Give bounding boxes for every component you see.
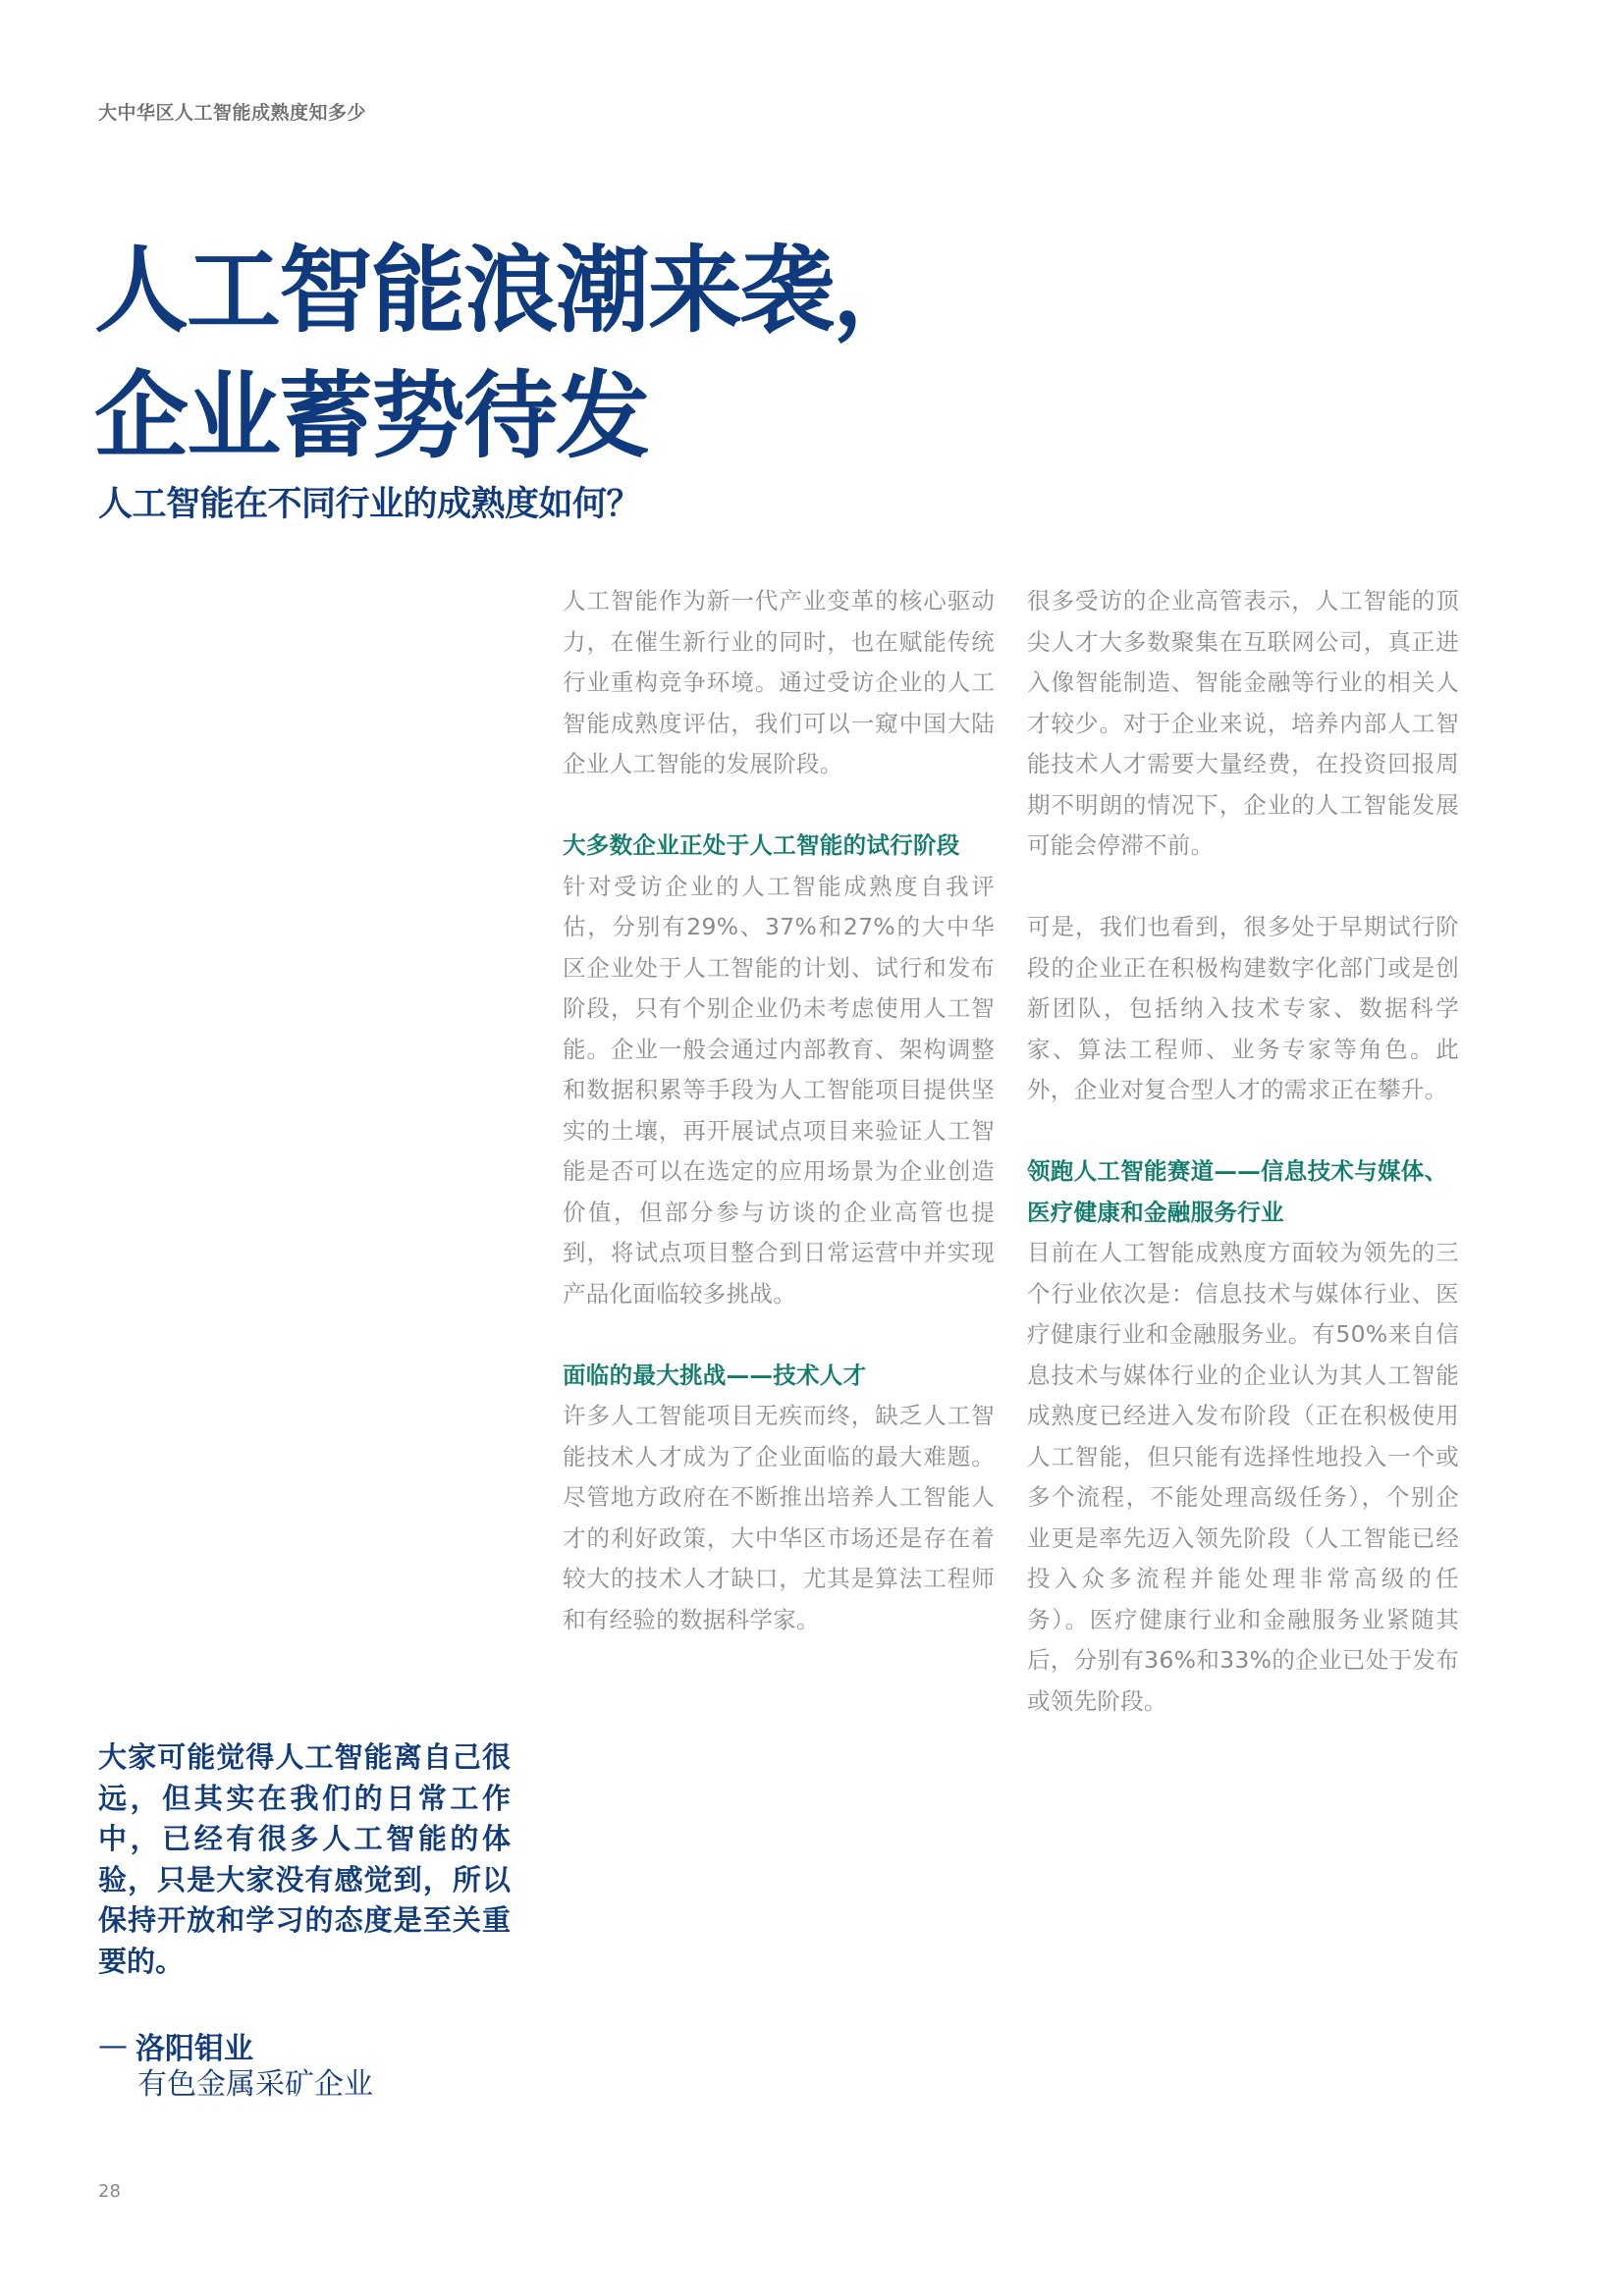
quote-attribution xyxy=(98,2024,373,2103)
spacer xyxy=(1027,1111,1459,1152)
headline-line-1: 人工智能浪潮来袭， xyxy=(94,236,925,346)
talent-paragraph: 很多受访的企业高管表示，人工智能的顶尖人才大多数聚集在互联网公司，真正进入像智能制造、智能金融等行业的相关人才较少。对于企业来说，培养内部人工智能技术人才需要大量经费，在投资回报周期不明朗的情况下，企业的人工智能发展可能会停滞不前。 xyxy=(1027,587,1459,859)
headline-line-2: 企业蓄势待发 xyxy=(94,361,648,471)
intro-paragraph: 人工智能作为新一代产业变革的核心驱动力，在催生新行业的同时，也在赋能传统行业重构竞争环境。通过受访企业的人工智能成熟度评估，我们可以一窥中国大陆企业人工智能的发展阶段。 xyxy=(563,587,995,777)
section-body-talent-challenge: 许多人工智能项目无疾而终，缺乏人工智能技术人才成为了企业面临的最大难题。尽管地方政府在不断推出培养人工智能人才的利好政策，大中华区市场还是存在着较大的技术人才缺口，尤其是算法工程师和有经验的数据科学家。 xyxy=(563,1402,995,1633)
section-body-leading-industries: 目前在人工智能成熟度方面较为领先的三个行业依次是：信息技术与媒体行业、医疗健康行业和金融服务业。有50%来自信息技术与媒体行业的企业认为其人工智能成熟度已经进入发布阶段（正在积极使用人工智能，但只能有选择性地投入一个或多个流程，不能处理高级任务），个别企业更是率先迈入领先阶段（人工智能已经投入众多流程并能处理非常高级的任务）。医疗健康行业和金融服务业紧随其后，分别有36%和33%的企业已处于发布或领先阶段。 xyxy=(1027,1239,1459,1715)
page-subheadline: 人工智能在不同行业的成熟度如何？ xyxy=(98,485,641,524)
attribution-dash: — xyxy=(98,2028,128,2063)
body-column-1 xyxy=(563,581,995,1640)
running-header: 大中华区人工智能成熟度知多少 xyxy=(98,102,367,124)
pull-quote xyxy=(98,1737,511,1982)
section-body-pilot-stage: 针对受访企业的人工智能成熟度自我评估，分别有29%、37%和27%的大中华区企业处于人工智能的计划、试行和发布阶段，只有个别企业仍未考虑使用人工智能。企业一般会通过内部教育、架构调整和数据积累等手段为人工智能项目提供坚实的土壤，再开展试点项目来验证人工智能是否可以在选定的应用场景为企业创造价值，但部分参与访谈的企业高管也提到，将试点项目整合到日常运营中并实现产品化面临较多挑战。 xyxy=(563,872,995,1308)
section-title-talent-challenge: 面临的最大挑战——技术人才 xyxy=(563,1361,867,1389)
attribution-industry: 有色金属采矿企业 xyxy=(137,2067,373,2102)
spacer xyxy=(563,785,995,827)
section-title-leading-industries: 领跑人工智能赛道——信息技术与媒体、医疗健康和金融服务行业 xyxy=(1027,1157,1448,1226)
digital-team-paragraph: 可是，我们也看到，很多处于早期试行阶段的企业正在积极构建数字化部门或是创新团队，包括纳入技术专家、数据科学家、算法工程师、业务专家等角色。此外，企业对复合型人才的需求正在攀升。 xyxy=(1027,913,1459,1103)
page-headline xyxy=(94,228,925,479)
pull-quote-text: 大家可能觉得人工智能离自己很远，但其实在我们的日常工作中，已经有很多人工智能的体验，只是大家没有感觉到，所以保持开放和学习的态度是至关重要的。 xyxy=(98,1740,511,1978)
page-number: 28 xyxy=(98,2181,121,2202)
spacer xyxy=(1027,867,1459,908)
attribution-company: 洛阳钼业 xyxy=(135,2032,253,2066)
body-column-2 xyxy=(1027,581,1459,1722)
spacer xyxy=(563,1314,995,1356)
section-title-pilot-stage: 大多数企业正处于人工智能的试行阶段 xyxy=(563,831,960,859)
